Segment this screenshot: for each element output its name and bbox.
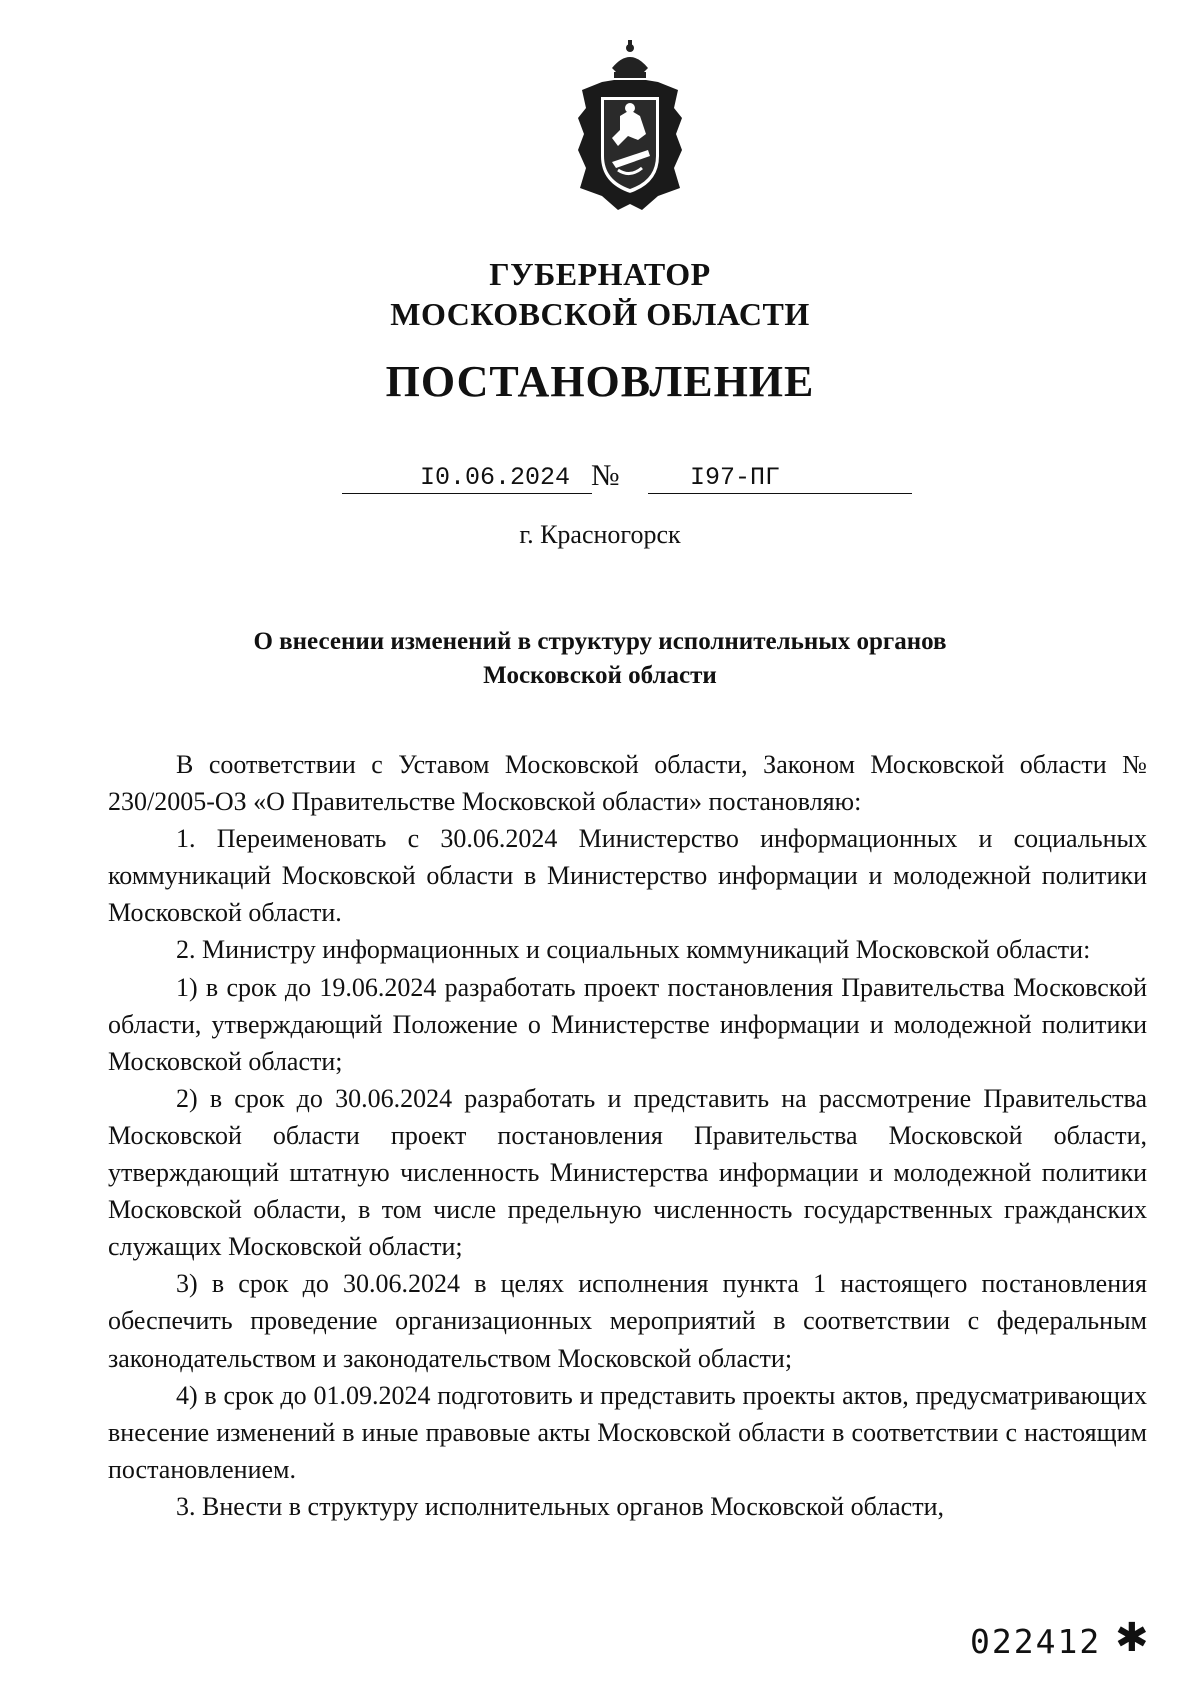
document-title-line1: О внесении изменений в структуру исполнительных органов [253,628,947,655]
paragraph-2-2: 2) в срок до 30.06.2024 разработать и представить на рассмотрение Правительства Московской области проект постановления Правительства Московской области, утверждающий штатную численность Министерства информации и молодежной политики Московской области, в том числе предельную численность государственных гражданских служащих Московской области; [108,1083,1147,1262]
document-number: I97-ПГ [690,463,781,492]
paragraph-2-3: 3) в срок до 30.06.2024 в целях исполнения пункта 1 настоящего постановления обеспечить проведение организационных мероприятий в соответствии с федеральным законодательством и законодательством Московской области; [108,1269,1147,1373]
document-title-line2: Московской области [483,662,717,689]
issuer-title: ГУБЕРНАТОР [489,256,711,292]
date-underline [342,493,592,494]
date-number-line [342,459,912,503]
paragraph-2: 2. Министру информационных и социальных коммуникаций Московской области: [176,935,1091,965]
number-sign: № [591,459,620,492]
paragraph-2-4: 4) в срок до 01.09.2024 подготовить и представить проекты актов, предусматривающих внесение изменений в иные правовые акты Московской области в соответствии с настоящим постановлением. [108,1380,1147,1484]
issuer-region: МОСКОВСКОЙ ОБЛАСТИ [390,296,810,332]
number-underline [648,493,912,494]
paragraph-3: 3. Внести в структуру исполнительных органов Московской области, [176,1491,944,1521]
paragraph-preamble: В соответствии с Уставом Московской области, Законом Московской области № 230/2005-ОЗ «О Правительстве Московской области» постановляю: [108,750,1147,817]
document-date: I0.06.2024 [420,463,571,492]
paragraph-1: 1. Переименовать с 30.06.2024 Министерство информационных и социальных коммуникаций Московской области в Министерство информации и молодежной политики Московской области. [108,824,1147,928]
serial-number: 022412 [970,1622,1102,1661]
city: г. Красногорск [519,520,681,549]
asterisk-mark-icon: ✱ [1115,1615,1149,1661]
document-type: ПОСТАНОВЛЕНИЕ [385,357,815,406]
document-body [108,746,1147,1525]
coat-of-arms-icon [562,38,698,212]
paragraph-2-1: 1) в срок до 19.06.2024 разработать проект постановления Правительства Московской области, утверждающий Положение о Министерстве информации и молодежной политики Московской области; [108,972,1147,1076]
